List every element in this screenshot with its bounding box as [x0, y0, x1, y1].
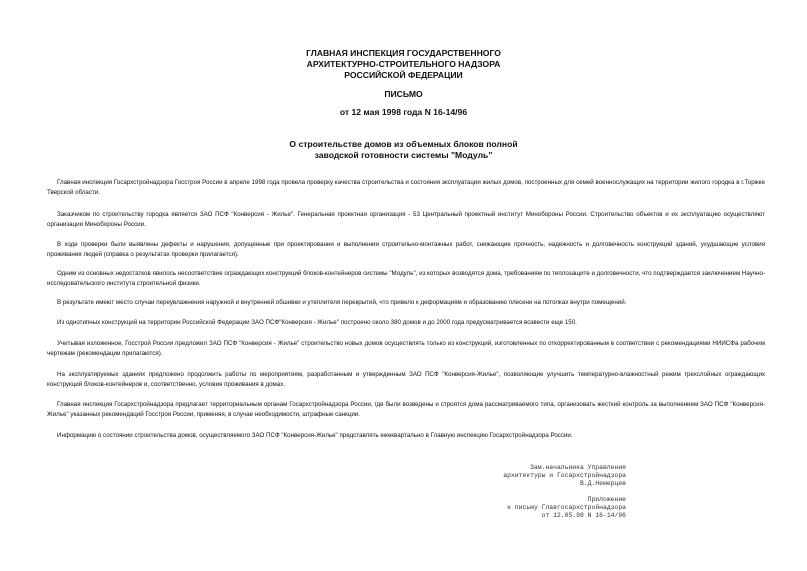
org-line-2: АРХИТЕКТУРНО-СТРОИТЕЛЬНОГО НАДЗОРА: [306, 59, 501, 69]
body-paragraph-1: Главная инспекция Госархстройнадзора Госстроя России в апреле 1998 года провела проверку качества строительства и состояния эксплуатации жилых домов, построенных для семей военнослужащих на территории жилого городка в г.Торжке Тверской области.: [47, 179, 765, 196]
document-date: от 12 мая 1998 года N 16-14/96: [339, 107, 468, 117]
body-paragraph-7: Учитывая изложенное, Госстрой России предложил ЗАО ПСФ "Конверсия - Жилье" строительство новых домов осуществлять только из конструкций, изготовленных по откорректированным в соответствии с рекомендациями НИИСФа рабочим чертежам (рекомендации прилагаются).: [47, 340, 765, 357]
subject-line-1: О строительстве домов из объемных блоков полной: [289, 139, 518, 149]
body-paragraph-10: Информацию о состоянии строительства домов, осуществляемого ЗАО ПСФ "Конверсия-Жилье" представлять ежеквартально в Главную инспекцию Госархстройнадзора России.: [57, 432, 573, 439]
signature-department: архитектуры и Госархстройнадзора: [503, 472, 626, 479]
body-paragraph-3: В ходе проверки были выявлены дефекты и нарушения, допущенные при проектировании и выполнении строительно-монтажных работ, снижающие прочность, надежность и долговечность конструкций зданий, ухудшающие условия проживания людей (справка о результатах проверки прилагается).: [47, 241, 765, 258]
signature-position: Зам.начальника Управления: [530, 464, 626, 471]
appendix-title: Приложение: [587, 496, 626, 503]
appendix-date: от 12.05.98 N 16-14/96: [541, 512, 626, 519]
signature-block: [503, 464, 626, 488]
body-paragraph-8: На эксплуатируемых зданиях предложено продолжить работы по мероприятиям, разработанным и утвержденным ЗАО ПСФ "Конверсия-Жилье", позволяющие улучшить температурно-влажностный режим трехслойных ограждающих конструкций блоков-контейнеров и, соответственно, условия проживания в домах.: [47, 371, 765, 388]
org-line-3: РОССИЙСКОЙ ФЕДЕРАЦИИ: [344, 70, 463, 80]
body-paragraph-9: Главная инспекция Госархстройнадзора предлагает территориальным органам Госархстройнадзора России, где были возведены и строятся дома рассматриваемого типа, организовать жесткий контроль за выполнением ЗАО ПСФ "Конверсия-Жилье" указанных рекомендаций Госстроя России, применяя, в случае необходимости, штрафные санкции.: [47, 401, 765, 418]
document-type: ПИСЬМО: [384, 89, 423, 99]
body-paragraph-6: Из однотипных конструкций на территории Российской Федерации ЗАО ПСФ"Конверсия - Жилье" построено около 380 домов и до 2000 года предусматривается возвести еще 150.: [57, 319, 577, 326]
appendix-reference: [507, 496, 626, 520]
document-subject: [150, 139, 657, 161]
appendix-letter: к письму Главгосархстройнадзора: [507, 504, 626, 511]
body-paragraph-4: Одним из основных недостатков явилось несоответствие ограждающих конструкций блоков-контейнеров системы "Модуль", из которых возводятся дома, требованиям по теплозащите и долговечности, что подтверждается заключением Научно-исследовательского института строительной физики.: [47, 270, 766, 287]
issuing-organization: [150, 48, 657, 81]
body-paragraph-5: В результате имеют место случаи переувлажнения наружной и внутренней обшивки и утеплителя перекрытий, что привело к деформациям и образованию плесени на потолках внутри помещений.: [57, 299, 627, 306]
signature-name: В.Д.Немерцев: [579, 480, 626, 487]
org-line-1: ГЛАВНАЯ ИНСПЕКЦИЯ ГОСУДАРСТВЕННОГО: [306, 48, 501, 58]
subject-line-2: заводской готовности системы "Модуль": [314, 150, 493, 160]
body-paragraph-2: Заказчиком по строительству городка является ЗАО ПСФ "Конверсия - Жилье". Генеральная проектная организация - 53 Центральный проектный институт Минобороны России. Строительство объектов и их эксплуатацию осуществляют организации Минобороны России.: [47, 211, 765, 228]
